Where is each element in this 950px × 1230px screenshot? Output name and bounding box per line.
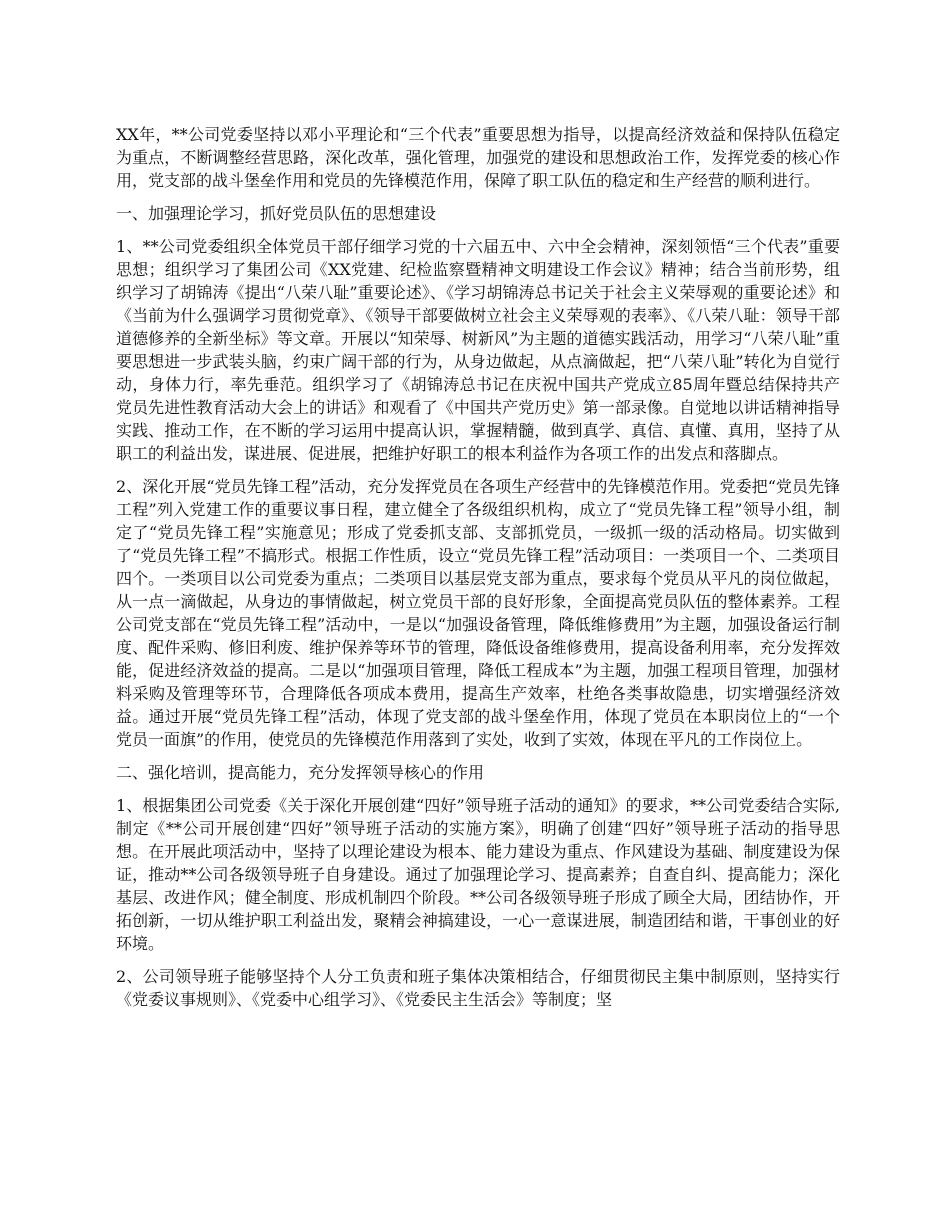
section-1-paragraph-1: 1、**公司党委组织全体党员干部仔细学习党的十六届五中、六中全会精神，深刻领悟“三个代表”重要思想；组织学习了集团公司《XX党建、纪检监察暨精神文明建设工作会议》精神；结合当前形势，组织学习了胡锦涛《提出“八荣八耻”重要论述》、《学习胡锦涛总书记关于社会主义荣辱观的重要论述》和《当前为什么强调学习贯彻党章》、《领导干部要做树立社会主义荣辱观的表率》、《八荣八耻：领导干部道德修养的全新坐标》等文章。开展以“知荣辱、树新风”为主题的道德实践活动，用学习“八荣八耻”重要思想进一步武装头脑，约束广阔干部的行为，从身边做起，从点滴做起，把“八荣八耻”转化为自觉行动，身体力行，率先垂范。组织学习了《胡锦涛总书记在庆祝中国共产党成立85周年暨总结保持共产党员先进性教育活动大会上的讲话》和观看了《中国共产党历史》第一部录像。自觉地以讲话精神指导实践、推动工作，在不断的学习运用中提高认识，掌握精髓，做到真学、真信、真懂、真用，坚持了从职工的利益出发，谋进展、促进展，把维护好职工的根本利益作为各项工作的出发点和落脚点。 bbox=[116, 237, 840, 463]
intro-paragraph: XX年，**公司党委坚持以邓小平理论和“三个代表”重要思想为指导，以提高经济效益和保持队伍稳定为重点，不断调整经营思路，深化改革，强化管理，加强党的建设和思想政治工作，发挥党委的核心作用，党支部的战斗堡垒作用和党员的先锋模范作用，保障了职工队伍的稳定和生产经营的顺利进行。 bbox=[116, 125, 840, 190]
section-heading-1: 一、加强理论学习，抓好党员队伍的思想建设 bbox=[116, 204, 437, 223]
section-2-paragraph-1: 1、根据集团公司党委《关于深化开展创建“四好”领导班子活动的通知》的要求，**公司党委结合实际,制定《**公司开展创建“四好”领导班子活动的实施方案》，明确了创建“四好”领导班子活动的指导思想。在开展此项活动中，坚持了以理论建设为根本、能力建设为重点、作风建设为基础、制度建设为保证，推动**公司各级领导班子自身建设。通过了加强理论学习、提高素养；自查自纠、提高能力；深化基层、改进作风；健全制度、形成机制四个阶段。**公司各级领导班子形成了顾全大局，团结协作，开拓创新，一切从维护职工利益出发，聚精会神搞建设，一心一意谋进展，制造团结和谐，干事创业的好环境。 bbox=[116, 796, 840, 953]
section-heading-2: 二、强化培训，提高能力，充分发挥领导核心的作用 bbox=[116, 763, 485, 782]
document-body bbox=[116, 123, 840, 1021]
section-1-paragraph-2: 2、深化开展“党员先锋工程”活动，充分发挥党员在各项生产经营中的先锋模范作用。党委把“党员先锋工程”列入党建工作的重要议事日程，建立健全了各级组织机构，成立了“党员先锋工程”领导小组，制定了“党员先锋工程”实施意见；形成了党委抓支部、支部抓党员，一级抓一级的活动格局。切实做到了“党员先锋工程”不搞形式。根据工作性质，设立“党员先锋工程”活动项目：一类项目一个、二类项目四个。一类项目以公司党委为重点；二类项目以基层党支部为重点，要求每个党员从平凡的岗位做起，从一点一滴做起，从身边的事情做起，树立党员干部的良好形象，全面提高党员队伍的整体素养。工程公司党支部在“党员先锋工程”活动中，一是以“加强设备管理，降低维修费用”为主题，加强设备运行制度、配件采购、修旧利废、维护保养等环节的管理，降低设备维修费用，提高设备利用率，充分发挥效能，促进经济效益的提高。二是以“加强项目管理，降低工程成本”为主题，加强工程项目管理，加强材料采购及管理等环节，合理降低各项成本费用，提高生产效率，杜绝各类事故隐患，切实增强经济效益。通过开展“党员先锋工程”活动，体现了党支部的战斗堡垒作用，体现了党员在本职岗位上的“一个党员一面旗”的作用，使党员的先锋模范作用落到了实处，收到了实效，体现在平凡的工作岗位上。 bbox=[116, 477, 840, 749]
section-2-paragraph-2: 2、公司领导班子能够坚持个人分工负责和班子集体决策相结合，仔细贯彻民主集中制原则，坚持实行《党委议事规则》、《党委中心组学习》、《党委民主生活会》等制度；坚 bbox=[116, 967, 840, 1009]
